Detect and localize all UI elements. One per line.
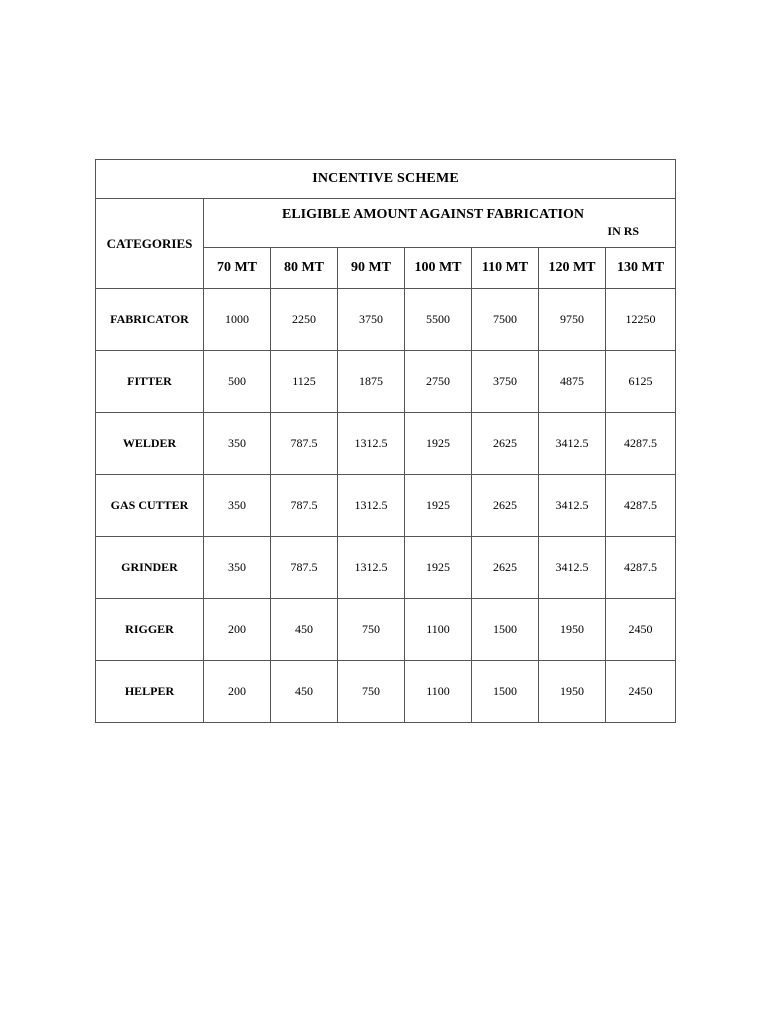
- amount-cell: 2450: [606, 661, 676, 723]
- column-header: 100 MT: [405, 248, 472, 289]
- table-row: [96, 537, 676, 599]
- amount-cell: 3412.5: [539, 475, 606, 537]
- table-row: [96, 289, 676, 351]
- amount-cell: 1312.5: [338, 537, 405, 599]
- eligible-title: ELIGIBLE AMOUNT AGAINST FABRICATION: [282, 207, 584, 222]
- amount-cell: 3412.5: [539, 413, 606, 475]
- category-cell: FITTER: [96, 351, 204, 413]
- amount-cell: 4287.5: [606, 475, 676, 537]
- amount-cell: 787.5: [271, 537, 338, 599]
- amount-cell: 350: [204, 413, 271, 475]
- amount-cell: 750: [338, 661, 405, 723]
- column-header: 130 MT: [606, 248, 676, 289]
- amount-cell: 3750: [338, 289, 405, 351]
- amount-cell: 2625: [472, 475, 539, 537]
- category-cell: WELDER: [96, 413, 204, 475]
- column-header: 90 MT: [338, 248, 405, 289]
- table-row: [96, 413, 676, 475]
- amount-cell: 450: [271, 661, 338, 723]
- column-header: 80 MT: [271, 248, 338, 289]
- amount-cell: 2450: [606, 599, 676, 661]
- amount-cell: 200: [204, 661, 271, 723]
- amount-cell: 350: [204, 537, 271, 599]
- amount-cell: 1125: [271, 351, 338, 413]
- category-cell: RIGGER: [96, 599, 204, 661]
- eligible-row: [96, 199, 676, 248]
- column-header: 110 MT: [472, 248, 539, 289]
- title-row: [96, 160, 676, 199]
- amount-cell: 12250: [606, 289, 676, 351]
- amount-cell: 750: [338, 599, 405, 661]
- table-row: [96, 599, 676, 661]
- table-row: [96, 475, 676, 537]
- amount-cell: 2625: [472, 537, 539, 599]
- category-cell: GRINDER: [96, 537, 204, 599]
- amount-cell: 1875: [338, 351, 405, 413]
- amount-cell: 7500: [472, 289, 539, 351]
- amount-cell: 5500: [405, 289, 472, 351]
- amount-cell: 2750: [405, 351, 472, 413]
- amount-cell: 1312.5: [338, 475, 405, 537]
- amount-cell: 1500: [472, 599, 539, 661]
- amount-cell: 1312.5: [338, 413, 405, 475]
- amount-cell: 9750: [539, 289, 606, 351]
- amount-cell: 787.5: [271, 413, 338, 475]
- eligible-header: [204, 199, 676, 248]
- table-title: INCENTIVE SCHEME: [96, 160, 676, 199]
- amount-cell: 1925: [405, 537, 472, 599]
- table-row: [96, 351, 676, 413]
- amount-cell: 450: [271, 599, 338, 661]
- amount-cell: 2250: [271, 289, 338, 351]
- amount-cell: 1925: [405, 413, 472, 475]
- incentive-table: [95, 159, 676, 723]
- amount-cell: 200: [204, 599, 271, 661]
- amount-cell: 350: [204, 475, 271, 537]
- amount-cell: 1500: [472, 661, 539, 723]
- amount-cell: 4287.5: [606, 413, 676, 475]
- category-cell: FABRICATOR: [96, 289, 204, 351]
- unit-label: IN RS: [607, 224, 640, 238]
- category-cell: HELPER: [96, 661, 204, 723]
- amount-cell: 1100: [405, 599, 472, 661]
- amount-cell: 3750: [472, 351, 539, 413]
- amount-cell: 1950: [539, 661, 606, 723]
- amount-cell: 1950: [539, 599, 606, 661]
- amount-cell: 1925: [405, 475, 472, 537]
- amount-cell: 500: [204, 351, 271, 413]
- amount-cell: 4287.5: [606, 537, 676, 599]
- categories-header: CATEGORIES: [96, 199, 204, 289]
- amount-cell: 1000: [204, 289, 271, 351]
- table-row: [96, 661, 676, 723]
- amount-cell: 1100: [405, 661, 472, 723]
- amount-cell: 2625: [472, 413, 539, 475]
- category-cell: GAS CUTTER: [96, 475, 204, 537]
- amount-cell: 787.5: [271, 475, 338, 537]
- column-header: 70 MT: [204, 248, 271, 289]
- amount-cell: 3412.5: [539, 537, 606, 599]
- amount-cell: 4875: [539, 351, 606, 413]
- column-header: 120 MT: [539, 248, 606, 289]
- amount-cell: 6125: [606, 351, 676, 413]
